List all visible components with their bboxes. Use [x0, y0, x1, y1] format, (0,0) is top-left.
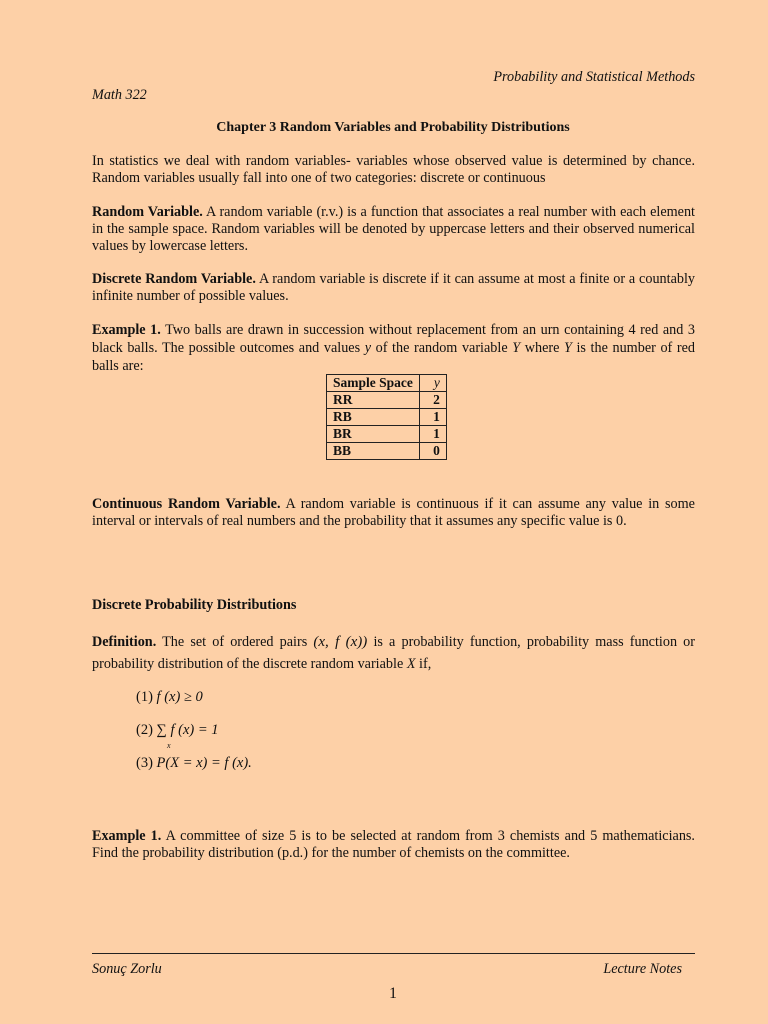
random-variable-text: A random variable (r.v.) is a function that associates a real number with each element in the sample space. Random variables will be denoted by uppercase letters and their observed numerical values by lowercase letters. — [92, 204, 695, 254]
continuous-rv-text: A random variable is continuous if it can assume any value in some interval or intervals of real numbers and the probability that it assumes any specific value is 0. — [92, 496, 695, 529]
table-cell-value: 1 — [419, 426, 446, 443]
discrete-rv-paragraph — [92, 271, 695, 305]
page-number: 1 — [389, 985, 397, 1002]
random-variable-paragraph — [92, 204, 695, 255]
condition-2 — [136, 722, 219, 739]
table-header-y: y — [419, 375, 446, 392]
condition-expression: ∑ f (x) = 1 — [156, 722, 219, 738]
var-Y-2: Y — [564, 340, 572, 356]
example1-balls-paragraph — [92, 321, 695, 375]
table-cell-outcome: RR — [327, 392, 420, 409]
discrete-rv-term: Discrete Random Variable. — [92, 271, 256, 287]
definition-text-1: The set of ordered pairs — [156, 634, 314, 650]
condition-number: (1) — [136, 689, 153, 705]
example1-text-1: Two balls are drawn in succession without replacement from an urn containing 4 red and 3 black balls. The possible outcomes and values — [92, 322, 695, 356]
section-title: Discrete Probability Distributions — [92, 597, 297, 613]
table-cell-outcome: RB — [327, 409, 420, 426]
course-code: Math 322 — [92, 87, 147, 103]
example1-term: Example 1. — [92, 322, 161, 338]
footer-label: Lecture Notes — [603, 961, 682, 977]
sum-subscript: x — [167, 741, 171, 750]
example1-committee-paragraph — [92, 828, 695, 862]
discrete-rv-text: A random variable is discrete if it can assume at most a finite or a countably infinite number of possible values. — [92, 271, 696, 304]
table-header-sample-space: Sample Space — [327, 375, 420, 392]
table-cell-value: 1 — [419, 409, 446, 426]
footer-author: Sonuç Zorlu — [92, 961, 162, 977]
condition-3 — [136, 755, 252, 772]
continuous-rv-paragraph — [92, 496, 695, 530]
table-row — [327, 443, 447, 460]
table-cell-outcome: BR — [327, 426, 420, 443]
table-cell-value: 0 — [419, 443, 446, 460]
definition-term: Definition. — [92, 634, 157, 650]
example1-text-2: of the random variable — [371, 340, 513, 356]
table-cell-outcome: BB — [327, 443, 420, 460]
chapter-title: Chapter 3 Random Variables and Probability Distributions — [216, 120, 570, 135]
intro-paragraph: In statistics we deal with random variables- variables whose observed value is determined by chance. Random variables usually fall into one of two categories: discrete or continuous — [92, 153, 695, 186]
definition-text-3: if, — [415, 656, 432, 672]
table-row — [327, 409, 447, 426]
ordered-pair: (x, f (x)) — [313, 634, 368, 650]
var-Y: Y — [512, 340, 521, 356]
condition-number: (3) — [136, 755, 153, 771]
continuous-rv-term: Continuous Random Variable. — [92, 496, 281, 512]
var-y: y — [364, 340, 372, 356]
course-title: Probability and Statistical Methods — [493, 69, 695, 85]
var-X: X — [406, 656, 416, 672]
table-header-row — [327, 375, 447, 392]
definition-paragraph — [92, 631, 695, 675]
footer-divider — [92, 953, 695, 954]
table-row — [327, 392, 447, 409]
example1-committee-text: A committee of size 5 is to be selected at random from 3 chemists and 5 mathematicians. Find the probability distribution (p.d.) for the number of chemists on the committee. — [92, 828, 695, 861]
example1-text-3: where — [520, 340, 564, 356]
example1-committee-term: Example 1. — [92, 828, 162, 844]
condition-expression: P(X = x) = f (x). — [156, 755, 252, 771]
condition-1 — [136, 689, 203, 706]
random-variable-term: Random Variable. — [92, 204, 203, 220]
definition-text-2: is a probability function, probability mass function or probability distribution of the discrete random variable — [92, 634, 695, 672]
example1-text-4: is the number of red balls are: — [92, 340, 695, 374]
condition-number: (2) — [136, 722, 153, 738]
table-row — [327, 426, 447, 443]
sample-space-table — [326, 374, 447, 460]
condition-expression: f (x) ≥ 0 — [156, 689, 203, 705]
table-cell-value: 2 — [419, 392, 446, 409]
